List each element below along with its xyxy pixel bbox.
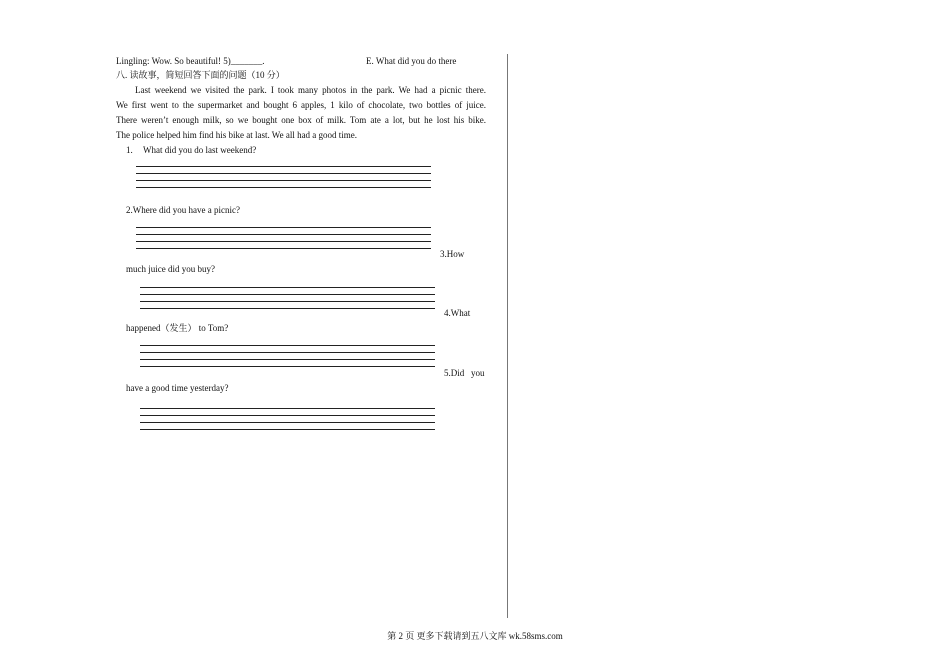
story-paragraph [116, 83, 486, 143]
question-3-text-a: 3.How [440, 249, 465, 259]
answer-line[interactable] [140, 359, 435, 360]
answer-line[interactable] [140, 308, 435, 309]
answer-lines-2[interactable] [136, 227, 431, 255]
answer-line[interactable] [136, 187, 431, 188]
story-line-4: The police helped him find his bike at last. We all had a good time. [116, 130, 358, 140]
answer-line[interactable] [140, 415, 435, 416]
answer-line[interactable] [140, 345, 435, 346]
answer-line[interactable] [140, 287, 435, 288]
answer-line[interactable] [136, 248, 431, 249]
answer-line[interactable] [140, 352, 435, 353]
story-line-3: There weren’t enough milk, so we bought one box of milk. Tom ate a lot, but he lost his bike. [116, 115, 486, 125]
answer-line[interactable] [136, 241, 431, 242]
dialogue-line: Lingling: Wow. So beautiful! 5)_______. [116, 56, 265, 66]
question-1-text: What did you do last weekend? [143, 145, 257, 155]
question-4-text-a: 4.What [444, 308, 471, 318]
section-heading: 八. 读故事，简短回答下面的问题（10 分） [116, 70, 285, 80]
answer-line[interactable] [136, 180, 431, 181]
answer-line[interactable] [136, 173, 431, 174]
answer-line[interactable] [140, 422, 435, 423]
answer-line[interactable] [140, 408, 435, 409]
story-line-1: Last weekend we visited the park. I took many photos in the park. We had a picnic there. [135, 85, 486, 95]
answer-lines-4[interactable] [140, 345, 435, 373]
column-divider [507, 54, 508, 618]
page-footer: 第 2 页 更多下载请到五八文库 wk.58sms.com [387, 631, 563, 641]
question-2-text: 2.Where did you have a picnic? [126, 205, 240, 215]
answer-line[interactable] [140, 366, 435, 367]
answer-line[interactable] [140, 294, 435, 295]
answer-line[interactable] [136, 227, 431, 228]
question-5-text-a: 5.Did you [444, 368, 485, 378]
answer-lines-5[interactable] [140, 408, 435, 436]
question-5-text-b: have a good time yesterday? [126, 383, 229, 393]
answer-line[interactable] [140, 301, 435, 302]
option-e: E. What did you do there [366, 56, 457, 66]
question-4-text-b: happened（发生） to Tom? [126, 323, 229, 333]
answer-lines-1[interactable] [136, 166, 431, 194]
answer-line[interactable] [136, 234, 431, 235]
answer-lines-3[interactable] [140, 287, 435, 315]
answer-line[interactable] [140, 429, 435, 430]
question-3-text-b: much juice did you buy? [126, 264, 215, 274]
story-line-2: We first went to the supermarket and bought 6 apples, 1 kilo of chocolate, two bottles of juice. [116, 100, 486, 110]
question-1-number: 1. [126, 145, 133, 155]
answer-line[interactable] [136, 166, 431, 167]
